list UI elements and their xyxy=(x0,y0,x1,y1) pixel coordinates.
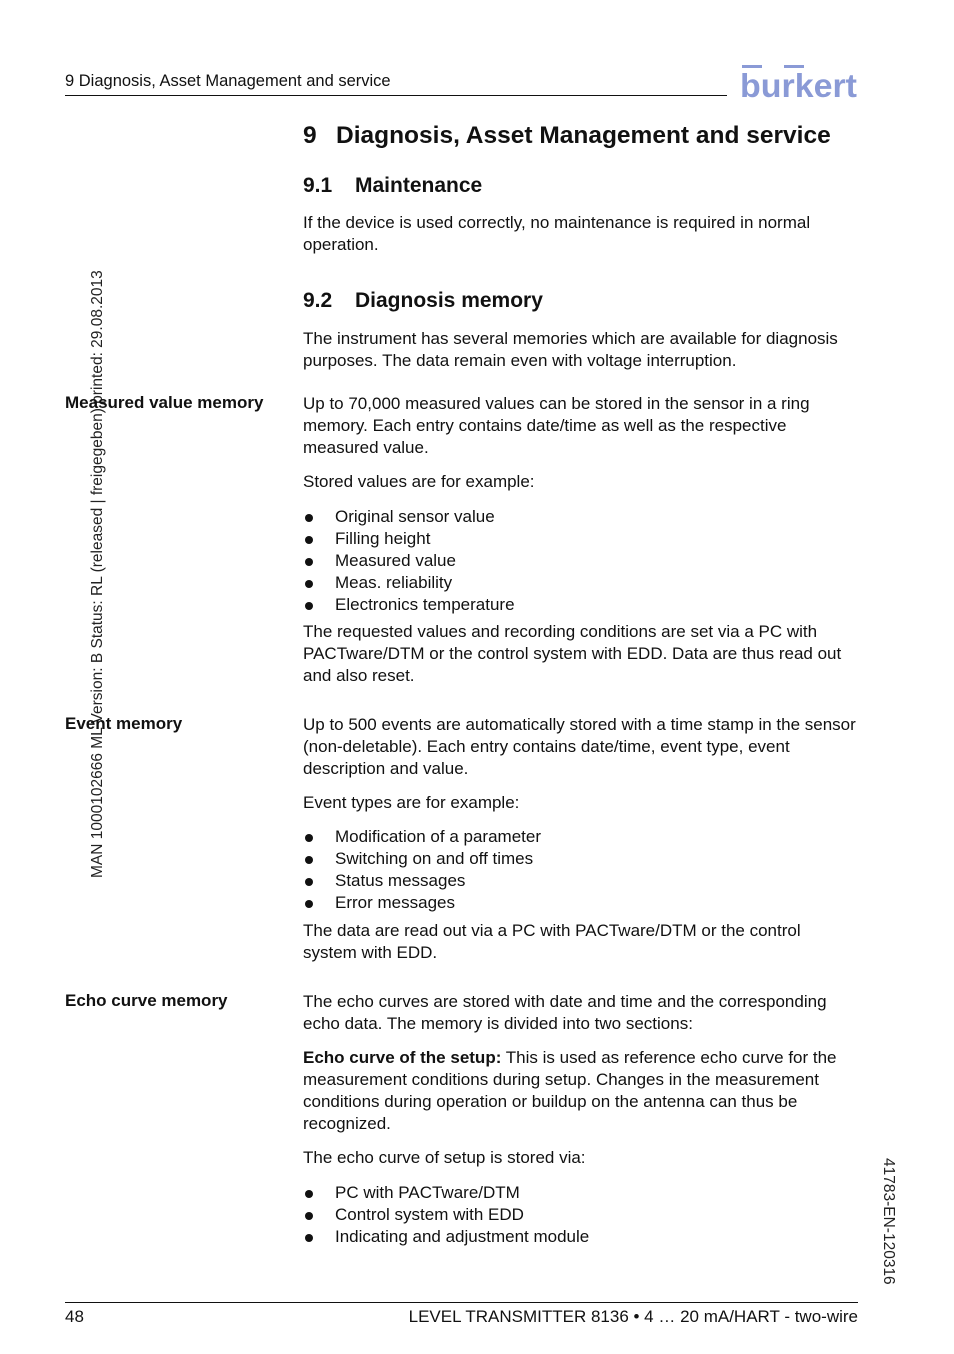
page-number: 48 xyxy=(65,1307,84,1326)
measured-value-memory-label: Measured value memory xyxy=(65,393,264,412)
echo-curve-memory-label: Echo curve memory xyxy=(65,991,228,1010)
list-item: Filling height xyxy=(303,528,515,550)
measured-value-outro: The requested values and recording conditions are set via a PC with PACTware/DTM or the control system with EDD. Data are thus read out and also reset. xyxy=(303,622,842,685)
list-item: Switching on and off times xyxy=(303,848,541,870)
list-item: Control system with EDD xyxy=(303,1204,589,1226)
event-examples-intro: Event types are for example: xyxy=(303,793,520,812)
echo-curve-setup-paragraph xyxy=(303,1047,859,1135)
event-memory-text: Up to 500 events are automatically stored with a time stamp in the sensor (non-deletable). Each entry contains date/time, event type, event description and value. xyxy=(303,715,856,778)
event-memory-outro: The data are read out via a PC with PACTware/DTM or the control system with EDD. xyxy=(303,921,801,962)
echo-curve-setup-bold: Echo curve of the setup: xyxy=(303,1048,502,1067)
document-status-vertical: MAN 1000102666 ML Version: B Status: RL (released | freigegeben) printed: 29.08.2013 xyxy=(89,270,106,878)
maintenance-text: If the device is used correctly, no maintenance is required in normal operation. xyxy=(303,213,811,254)
svg-text:burkert: burkert xyxy=(740,67,858,100)
echo-stored-via-intro: The echo curve of setup is stored via: xyxy=(303,1148,586,1167)
list-item: Indicating and adjustment module xyxy=(303,1226,589,1248)
burkert-logo xyxy=(740,64,858,100)
chapter-number: 9 xyxy=(303,122,317,149)
diagnosis-intro: The instrument has several memories which are available for diagnosis purposes. The data remain even with voltage interruption. xyxy=(303,329,838,370)
list-item: Measured value xyxy=(303,550,515,572)
measured-examples-intro: Stored values are for example: xyxy=(303,472,535,491)
footer-rule xyxy=(65,1302,858,1303)
list-item: Meas. reliability xyxy=(303,572,515,594)
measured-value-memory-text: Up to 70,000 measured values can be stored in the sensor in a ring memory. Each entry contains date/time as well as the respective measured value. xyxy=(303,394,810,457)
echo-stored-via-list xyxy=(303,1182,589,1248)
document-number-vertical: 41783-EN-120316 xyxy=(880,1158,897,1285)
list-item: Electronics temperature xyxy=(303,594,515,616)
list-item: Modification of a parameter xyxy=(303,826,541,848)
list-item: Status messages xyxy=(303,870,541,892)
measured-values-list xyxy=(303,506,515,616)
event-memory-label: Event memory xyxy=(65,714,183,733)
list-item: Error messages xyxy=(303,892,541,914)
chapter-heading xyxy=(303,122,831,150)
section-heading-diagnosis-memory: 9.2 Diagnosis memory xyxy=(303,289,543,312)
list-item: PC with PACTware/DTM xyxy=(303,1182,589,1204)
list-item: Original sensor value xyxy=(303,506,515,528)
running-header: 9 Diagnosis, Asset Management and service xyxy=(65,72,391,90)
chapter-title: Diagnosis, Asset Management and service xyxy=(336,122,831,149)
header-rule xyxy=(65,95,727,96)
section-heading-maintenance: 9.1 Maintenance xyxy=(303,174,483,197)
event-types-list xyxy=(303,826,541,914)
footer-title: LEVEL TRANSMITTER 8136 • 4 … 20 mA/HART - two-wire xyxy=(408,1307,858,1326)
echo-curve-setup-text: This is used as reference echo curve for the measurement conditions during setup. Changes in the measurement conditions during operation or buildup on the antenna can thus be recognized. xyxy=(303,1048,837,1133)
echo-curve-memory-text: The echo curves are stored with date and time and the corresponding echo data. The memory is divided into two sections: xyxy=(303,992,827,1033)
